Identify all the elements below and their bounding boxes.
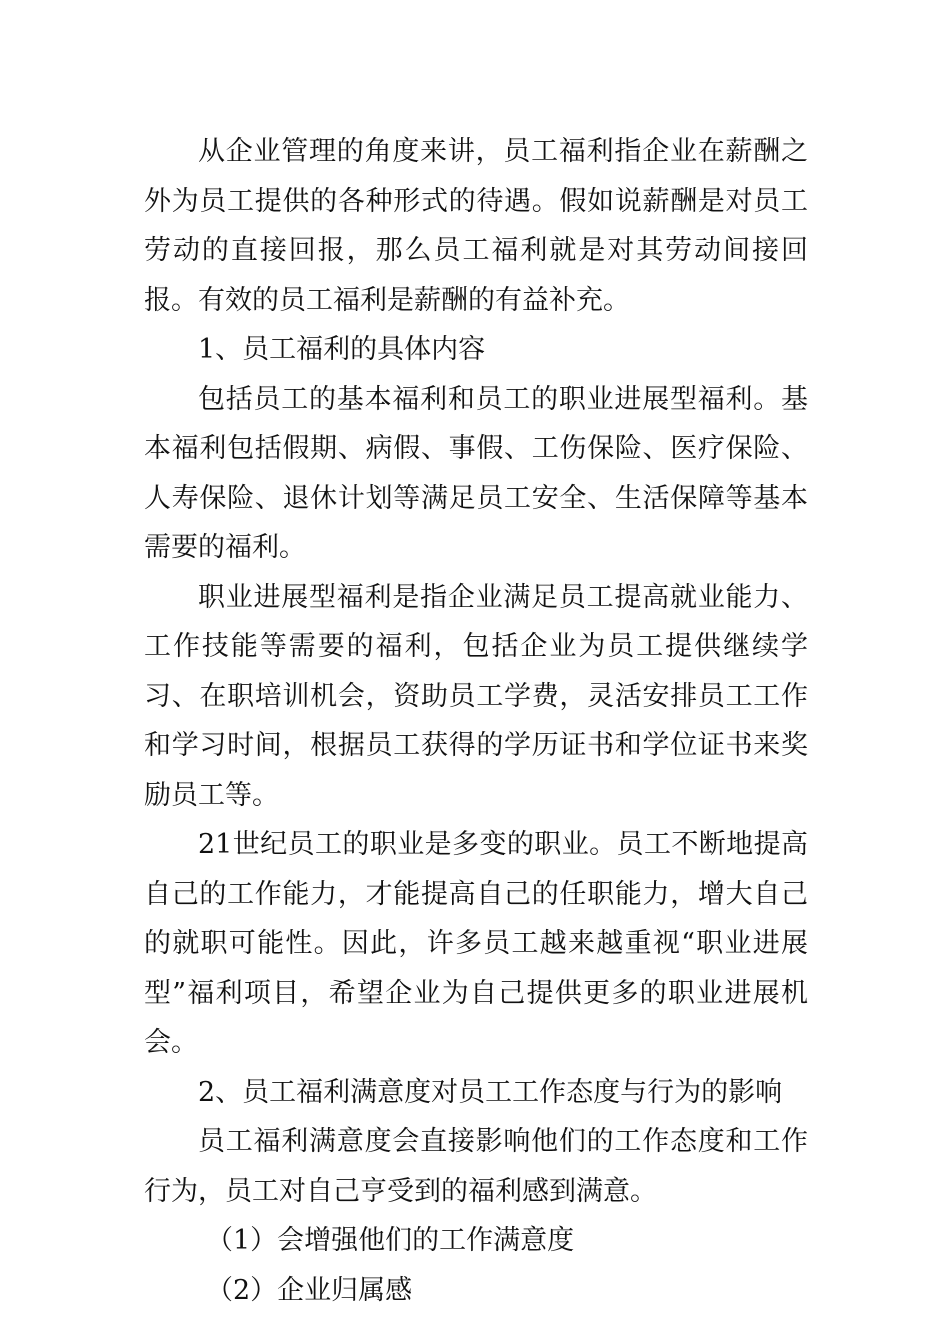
paragraph-intro: 从企业管理的角度来讲，员工福利指企业在薪酬之外为员工提供的各种形式的待遇。假如说薪酬是对员工劳动的直接回报，那么员工福利就是对其劳动间接回报。有效的员工福利是薪酬的有益补充。	[144, 136, 808, 316]
paragraph-career-benefits: 职业进展型福利是指企业满足员工提高就业能力、工作技能等需要的福利，包括企业为员工提供继续学习、在职培训机会，资助员工学费，灵活安排员工工作和学习时间，根据员工获得的学历证书和学位证书来奖励员工等。	[144, 581, 808, 811]
section-heading-2: 2、员工福利满意度对员工工作态度与行为的影响	[198, 1076, 783, 1108]
list-item-1: （1）会增强他们的工作满意度	[206, 1225, 575, 1256]
paragraph-21st-century: 21世纪员工的职业是多变的职业。员工不断地提高自己的工作能力，才能提高自己的任职能力，增大自己的就职可能性。因此，许多员工越来越重视“职业进展型”福利项目，希望企业为自己提供更多的职业进展机会。	[144, 829, 808, 1058]
paragraph-satisfaction: 员工福利满意度会直接影响他们的工作态度和工作行为，员工对自己亨受到的福利感到满意。	[144, 1126, 808, 1207]
section-heading-1: 1、员工福利的具体内容	[198, 334, 486, 365]
document-body	[144, 127, 808, 1315]
list-item-2: （2）企业归属感	[206, 1274, 413, 1306]
paragraph-basic-benefits: 包括员工的基本福利和员工的职业进展型福利。基本福利包括假期、病假、事假、工伤保险、医疗保险、人寿保险、退休计划等满足员工安全、生活保障等基本需要的福利。	[144, 383, 808, 563]
